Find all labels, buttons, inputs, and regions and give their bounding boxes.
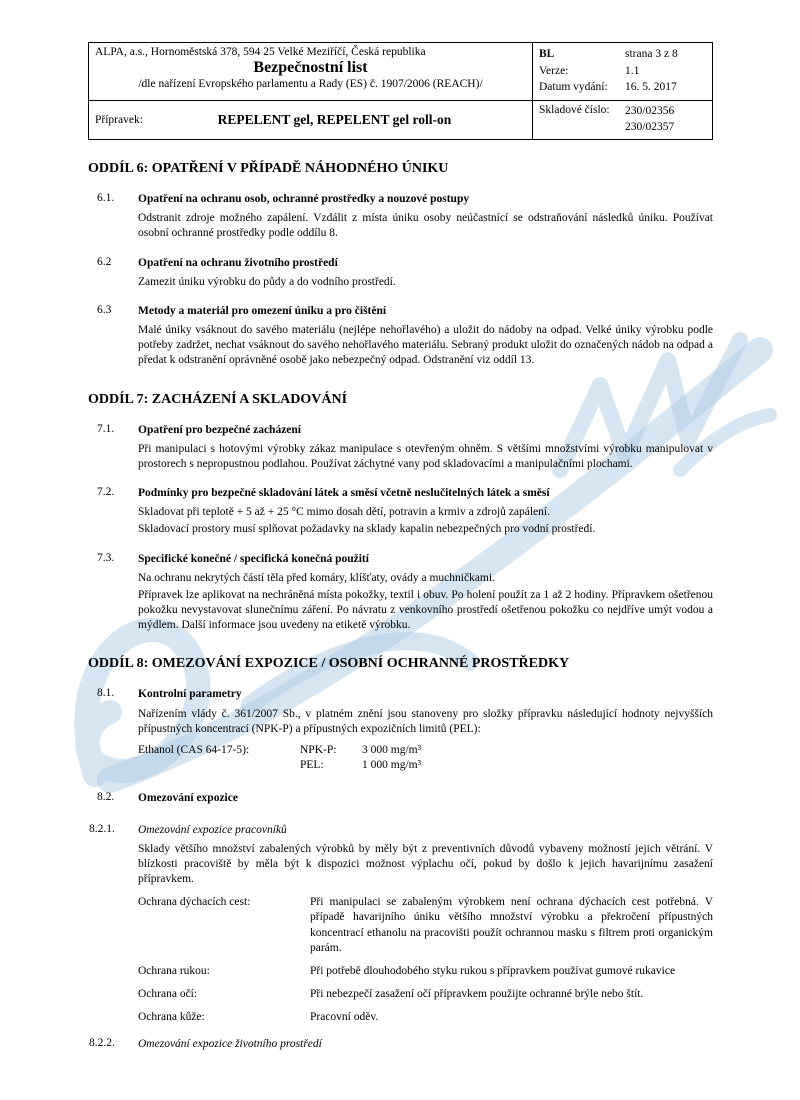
document-content [88, 42, 713, 1057]
item-body: Sklady většího množství zabalených výrobků by měly být z preventivních důvodů vybaveny možností jejich větrání. V blízkosti pracoviště by měla být k dispozici možnost výplachu očí, pokud by došlo k jejich havarijnímu zasažení přípravkem. [138, 842, 713, 886]
header-title-cell [89, 43, 532, 100]
item-number: 8.2.1. [89, 822, 115, 835]
protection-text: Pracovní oděv. [310, 1011, 379, 1024]
item-number: 8.1. [97, 687, 115, 700]
item-7-3 [88, 552, 713, 636]
company-address: ALPA, a.s., Hornoměstská 378, 594 25 Velké Meziříčí, Česká republika [95, 46, 426, 58]
limit-value: 1 000 mg/m³ [362, 759, 422, 772]
item-heading: Metody a materiál pro omezení úniku a pro čištění [138, 304, 387, 317]
item-number: 8.2.2. [89, 1037, 115, 1050]
protection-row-respiratory [138, 895, 713, 956]
version-value: 1.1 [625, 64, 640, 77]
stock-number-label: Skladové číslo: [539, 104, 610, 117]
item-8-2-1 [88, 823, 713, 1026]
limit-row-pel [300, 758, 713, 773]
item-8-2-2 [88, 1037, 713, 1056]
stock-number-1: 230/02356 [625, 105, 675, 118]
item-8-1 [88, 687, 713, 773]
product-name: REPELENT gel, REPELENT gel roll-on [217, 111, 452, 127]
protection-text: Při potřebě dlouhodobého styku rukou s přípravkem používat gumové rukavice [310, 964, 676, 977]
item-number: 6.1. [97, 192, 115, 205]
issue-date-value: 16. 5. 2017 [625, 81, 677, 94]
item-body: Malé úniky vsáknout do savého materiálu (nejlépe nehořlavého) a uložit do nádoby na odpad. Velké úniky výrobku podle potřeby zadržet, nechat vsáknout do savého nehořlavého materiálu. Sebraný produkt uložit do označených nádob na odpad a předat k odstranění oprávněné osobě jako nebezpečný odpad. Odstranění viz oddíl 13. [138, 324, 713, 367]
protection-row-skin [138, 1010, 713, 1025]
bl-label: BL [539, 48, 555, 60]
section-8-title: ODDÍL 8: OMEZOVÁNÍ EXPOZICE / OSOBNÍ OCHRANNÉ PROSTŘEDKY [88, 656, 570, 672]
item-6-3 [88, 304, 713, 371]
header-product-row [89, 100, 712, 139]
document-header [88, 42, 713, 140]
item-6-2 [88, 256, 713, 292]
item-heading: Podmínky pro bezpečné skladování látek a směsí včetně neslučitelných látek a směsí [138, 487, 550, 500]
header-meta-cell [532, 43, 712, 100]
meta-row-version [539, 63, 706, 80]
limit-label: PEL: [300, 759, 324, 772]
item-6-1 [88, 192, 713, 244]
item-number: 6.2 [97, 255, 112, 268]
limit-value: 3 000 mg/m³ [362, 744, 422, 756]
product-label: Přípravek: [95, 113, 143, 126]
substance-name: Ethanol (CAS 64-17-5): [138, 744, 250, 756]
item-heading: Opatření pro bezpečné zacházení [138, 423, 301, 436]
product-cell [89, 101, 532, 139]
item-number: 6.3 [97, 303, 112, 316]
item-7-1 [88, 423, 713, 475]
protection-text: Při nebezpečí zasažení očí přípravkem použijte ochranné brýle nebo štít. [310, 988, 644, 1001]
item-heading: Omezování expozice životního prostředí [138, 1038, 322, 1051]
item-body: Zamezit úniku výrobku do půdy a do vodního prostředí. [138, 275, 396, 288]
exposure-limits [138, 743, 713, 773]
item-number: 7.1. [97, 422, 115, 435]
item-heading: Opatření na ochranu životního prostředí [138, 256, 338, 269]
item-body: Při manipulaci s hotovými výrobky zákaz manipulace s otevřeným ohněm. S většími množstvími výrobku manipulovat v prostorech s nepropustnou podlahou. Používat záchytné vany pod skladovacími a manipulačními plochami. [138, 442, 713, 470]
protection-label: Ochrana rukou: [138, 964, 210, 977]
section-7-title: ODDÍL 7: ZACHÁZENÍ A SKLADOVÁNÍ [88, 391, 348, 407]
limit-label: NPK-P: [300, 744, 337, 756]
stock-number-cell [532, 101, 712, 139]
stock-number-values [625, 104, 674, 135]
document-subtitle: /dle nařízení Evropského parlamentu a Rady (ES) č. 1907/2006 (REACH)/ [138, 78, 483, 90]
item-body-line: Přípravek lze aplikovat na nechráněná místa pokožky, textil i obuv. Po holení použít za 1 až 2 hodiny. Přípravkem ošetřenou pokožku nevystavovat slunečnímu záření. Po návratu z venkovního prostředí ošetřenou pokožku co nejdříve umýt vodou a mýdlem. Další informace jsou uvedeny na etiketě výrobku. [138, 588, 713, 632]
page-indicator: strana 3 z 8 [625, 48, 678, 60]
protection-label: Ochrana očí: [138, 988, 198, 1001]
item-7-2 [88, 486, 713, 540]
protection-label: Ochrana kůže: [138, 1011, 205, 1024]
version-label: Verze: [539, 64, 569, 77]
protection-text: Při manipulaci se zabaleným výrobkem není ochrana dýchacích cest potřebná. V případě havarijního úniku většího množství výrobku a překročení přípustných koncentrací ethanolu na pracovišti použít ochrannou masku s filtrem proti organickým parám. [310, 896, 713, 954]
item-number: 7.3. [97, 551, 115, 564]
item-number: 8.2. [97, 791, 115, 804]
issue-date-label: Datum vydání: [539, 81, 608, 94]
protection-row-eyes [138, 987, 713, 1002]
meta-row-issue-date [539, 79, 706, 96]
item-heading: Omezování expozice [138, 792, 238, 805]
stock-number-2: 230/02357 [625, 120, 675, 133]
item-8-2 [88, 791, 713, 810]
section-6-title: ODDÍL 6: OPATŘENÍ V PŘÍPADĚ NÁHODNÉHO ÚNIKU [88, 161, 449, 177]
header-top-row [89, 43, 712, 100]
limit-row-npk [300, 743, 713, 758]
item-heading: Kontrolní parametry [138, 688, 242, 701]
item-body-line: Skladovat při teplotě + 5 až + 25 °C mimo dosah dětí, potravin a krmiv a zdrojů zapálení. [138, 506, 550, 519]
item-heading: Specifické konečné / specifická konečná použití [138, 552, 369, 565]
item-body: Nařízením vlády č. 361/2007 Sb., v platném znění jsou stanoveny pro složky přípravku následující hodnoty nejvyšších přípustných koncentrací (NPK-P) a přípustných expozičních limitů (PEL): [138, 707, 713, 735]
item-heading: Omezování expozice pracovníků [138, 823, 287, 836]
item-body: Odstranit zdroje možného zapálení. Vzdálit z místa úniku osoby neúčastnící se odstraňování následků úniku. Používat osobní ochranné prostředky podle oddílu 8. [138, 212, 713, 240]
protection-label: Ochrana dýchacích cest: [138, 896, 251, 909]
protection-row-hands [138, 964, 713, 979]
meta-row-bl [539, 46, 706, 63]
item-number: 7.2. [97, 486, 115, 499]
item-body-line: Na ochranu nekrytých částí těla před komáry, klíšťaty, ovády a muchničkami. [138, 571, 495, 584]
item-body-line: Skladovací prostory musí splňovat požadavky na sklady kapalin nebezpečných pro vodní prostředí. [138, 523, 596, 536]
document-title: Bezpečnostní list [253, 59, 368, 76]
item-heading: Opatření na ochranu osob, ochranné prostředky a nouzové postupy [138, 193, 470, 206]
